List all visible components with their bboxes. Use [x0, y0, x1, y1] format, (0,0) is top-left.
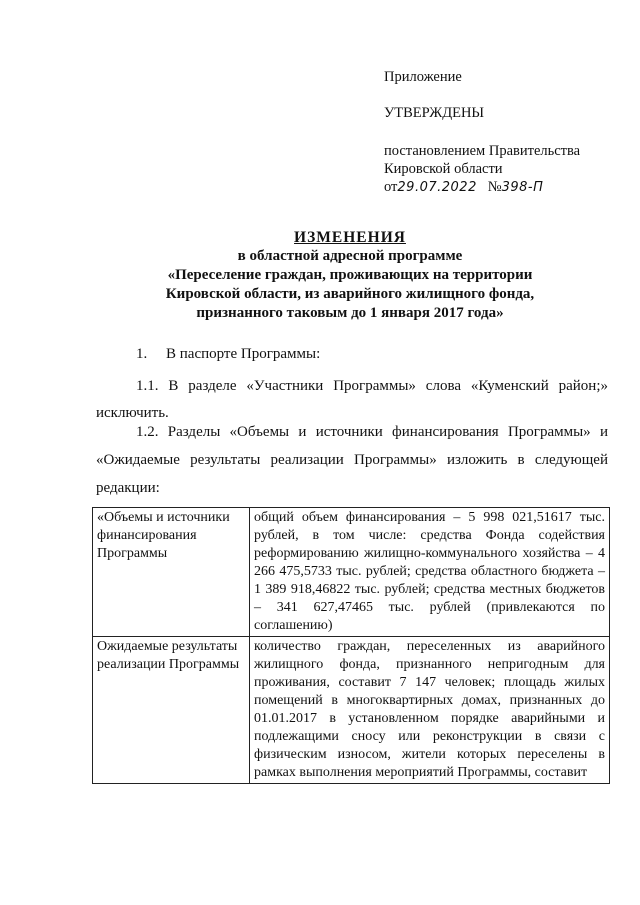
number-handwritten: 398-П [501, 180, 544, 195]
document-title [90, 228, 610, 323]
row-label: Ожидаемые результаты реализации Программы [93, 637, 250, 784]
title-line-4: признанного таковым до 1 января 2017 года» [196, 305, 504, 321]
row-value: общий объем финансирования – 5 998 021,51617 тыс. рублей, в том числе: средства Фонда содействия реформированию жилищно-коммунального хозяйства – 4 266 475,5733 тыс. рублей; средства областного бюджета – 1 389 918,46822 тыс. рублей; средства местных бюджетов – 341 627,47465 тыс. рублей (привлекаются по соглашению) [250, 508, 610, 637]
row-label: «Объемы и источники финансирования Программы [93, 508, 250, 637]
approval-block [384, 68, 624, 197]
row-value: количество граждан, переселенных из аварийного жилищного фонда, признанного непригодным для проживания, составит 7 147 человек; площадь жилых помещений в многоквартирных домах, признанных до 01.01.2017 в установленном порядке аварийными и подлежащими сносу или реконструкции в связи с физическим износом, жители которых переселены в рамках выполнения мероприятий Программы, составит [250, 637, 610, 784]
resolution-date-line [384, 178, 624, 197]
number-prefix: № [487, 179, 502, 195]
program-table [92, 507, 610, 784]
paragraph-1-1: 1.1. В разделе «Участники Программы» слова «Куменский район;» исключить. [96, 378, 608, 421]
title-line-2: «Переселение граждан, проживающих на территории [167, 267, 533, 283]
approved-label: УТВЕРЖДЕНЫ [384, 105, 485, 121]
date-prefix: от [384, 179, 398, 195]
paragraph-1: 1. В паспорте Программы: [136, 346, 321, 362]
date-handwritten: 29.07.2022 [397, 180, 477, 195]
resolution-label: постановлением Правительства [384, 143, 581, 159]
title-line-3: Кировской области, из аварийного жилищного фонда, [165, 286, 535, 302]
appendix-label: Приложение [384, 69, 462, 85]
region-label: Кировской области [384, 161, 503, 177]
table-row [93, 637, 610, 784]
paragraph-1-2: 1.2. Разделы «Объемы и источники финансирования Программы» и «Ожидаемые результаты реализации Программы» изложить в следующей редакции: [96, 424, 608, 496]
table-row [93, 508, 610, 637]
title-heading: ИЗМЕНЕНИЯ [294, 229, 406, 246]
title-line-1: в областной адресной программе [237, 248, 463, 264]
